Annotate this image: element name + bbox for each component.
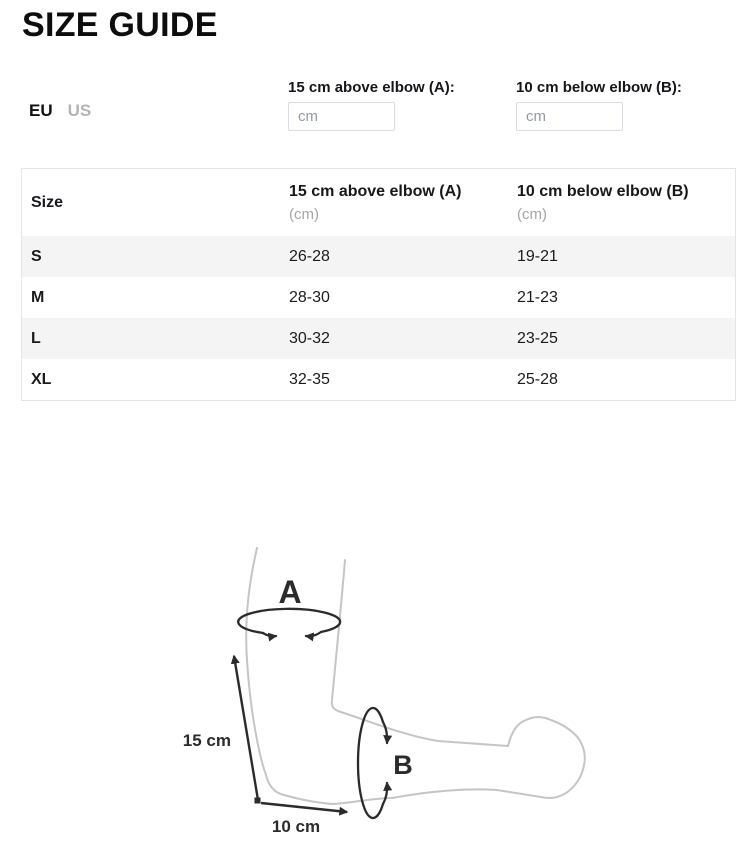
elbow-reference-dot (255, 798, 261, 804)
above-elbow-value: 32-35 (289, 371, 330, 388)
above-elbow-value: 26-28 (289, 248, 330, 265)
diagram-label-a: A (278, 574, 302, 610)
below-elbow-value: 19-21 (517, 248, 558, 265)
size-label: S (31, 248, 42, 265)
column-unit-below: (cm) (517, 205, 547, 223)
unit-toggle (29, 101, 91, 121)
above-elbow-input[interactable] (288, 102, 395, 131)
above-elbow-value: 28-30 (289, 289, 330, 306)
size-label: XL (31, 371, 52, 388)
above-elbow-value: 30-32 (289, 330, 330, 347)
circumference-a-graphic (238, 609, 340, 636)
column-header-above-elbow: 15 cm above elbow (A) (cm) (289, 182, 517, 224)
size-label: M (31, 289, 45, 306)
unit-toggle-eu[interactable]: EU (29, 101, 53, 120)
unit-toggle-us[interactable]: US (67, 101, 92, 120)
column-header-size: Size (31, 194, 64, 211)
column-header-below-elbow: 10 cm below elbow (B) (cm) (517, 182, 735, 224)
table-row-l (22, 318, 735, 359)
measure-group-below-elbow (516, 79, 682, 131)
measure-group-above-elbow (288, 79, 455, 131)
below-elbow-value: 23-25 (517, 330, 558, 347)
table-row-m (22, 277, 735, 318)
diagram-measure-15cm: 15 cm (182, 731, 231, 750)
arm-measurement-diagram (0, 516, 750, 846)
below-elbow-value: 21-23 (517, 289, 558, 306)
diagram-measure-10cm: 10 cm (271, 817, 321, 836)
below-elbow-input[interactable] (516, 102, 623, 131)
below-elbow-label: 10 cm below elbow (B): (516, 79, 682, 96)
table-row-s (22, 236, 735, 277)
column-unit-above: (cm) (289, 205, 319, 223)
diagram-label-b: B (393, 750, 413, 780)
table-row-xl (22, 359, 735, 400)
size-label: L (31, 330, 41, 347)
page-title: SIZE GUIDE (22, 6, 218, 44)
below-elbow-value: 25-28 (517, 371, 558, 388)
circumference-b-graphic (358, 708, 387, 818)
table-header-row (22, 169, 735, 236)
above-elbow-label: 15 cm above elbow (A): (288, 79, 455, 96)
size-table (21, 168, 736, 401)
measurement-lines (234, 656, 347, 812)
